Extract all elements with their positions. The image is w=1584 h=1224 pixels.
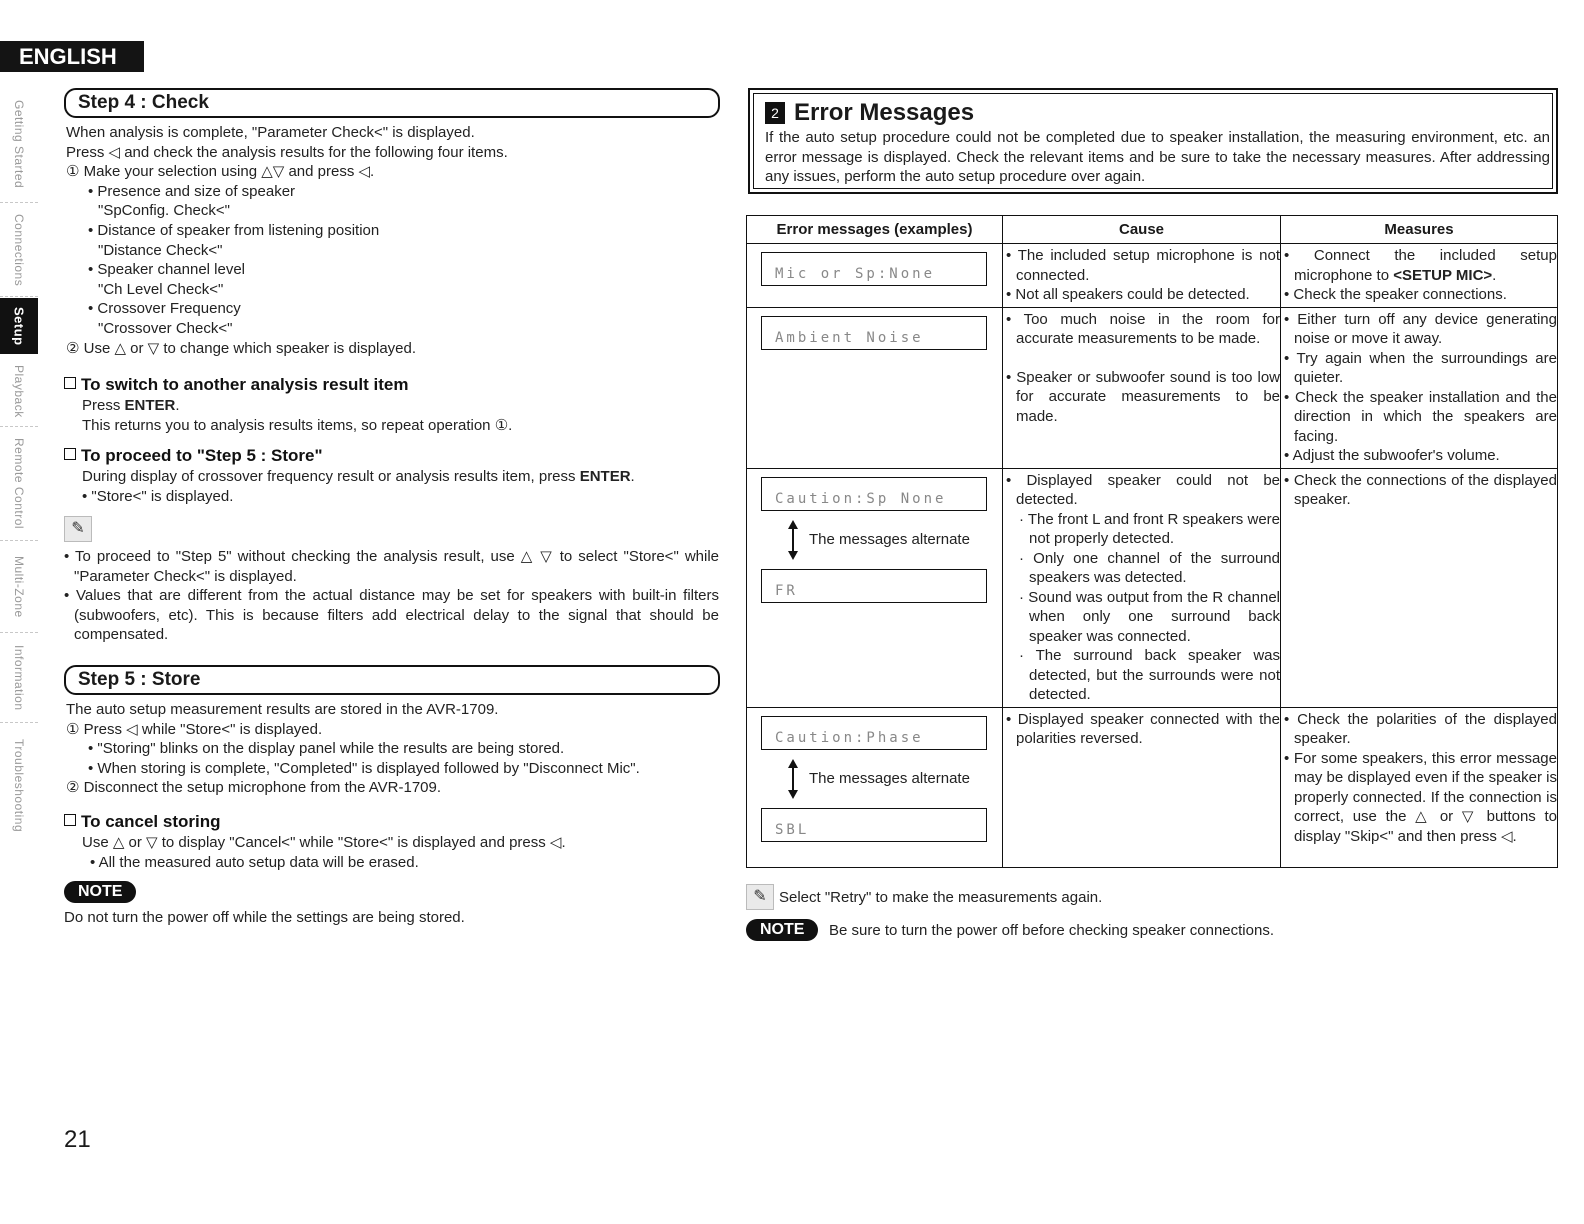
section-number: 2: [765, 102, 785, 124]
step5-body: [66, 700, 722, 798]
lcd-display: FR: [761, 569, 987, 603]
lcd-display: Mic or Sp:None: [761, 252, 987, 286]
side-nav-troubleshooting[interactable]: Troubleshooting: [12, 739, 26, 833]
side-nav-remote-control[interactable]: Remote Control: [0, 428, 38, 541]
memo-item: • To proceed to "Step 5" without checking the analysis result, use △ ▽ to select "Store<" while "Parameter Check<" is displayed.: [64, 548, 719, 585]
proceed-section: [64, 445, 720, 506]
memo-section: [64, 547, 719, 645]
memo-item: • Values that are different from the actual distance may be set for speakers with built-in filters (subwoofers, etc). This is because filters add electrical delay to the signal that should be compensated.: [64, 587, 719, 644]
measures-cell: • Connect the included setup microphone to <SETUP MIC>. • Check the speaker connections.: [1284, 247, 1557, 303]
step5-intro: The auto setup measurement results are stored in the AVR-1709.: [66, 701, 499, 718]
checkbox-icon: [64, 814, 76, 826]
column-header: Error messages (examples): [747, 216, 1003, 244]
cause-cell: • Displayed speaker could not be detected. · The front L and front R speakers were not properly detected. · Only one channel of the surround speakers was detected. · Sound was output from the R channel when only one surround back speaker was connected. · The surround back speaker was detected, but the surrounds were not detected.: [1006, 471, 1280, 703]
cancel-heading: To cancel storing: [64, 811, 720, 833]
lcd-display: Caution:Phase: [761, 716, 987, 750]
cancel-text: Use △ or ▽ to display "Cancel<" while "Store<" is displayed and press ◁.: [82, 834, 566, 851]
measures-cell: • Check the polarities of the displayed speaker. • For some speakers, this error message may be displayed even if the speaker is properly connected. If the connection is correct, use the △ or ▽ buttons to display "Skip<" and then press ◁.: [1284, 710, 1557, 845]
cause-cell: • The included setup microphone is not connected. • Not all speakers could be detected.: [1006, 247, 1280, 303]
column-header: Measures: [1281, 216, 1558, 244]
switch-text: This returns you to analysis results items, so repeat operation ①.: [82, 416, 513, 434]
side-nav: [0, 86, 40, 850]
double-arrow-icon: [787, 759, 799, 799]
cancel-bullet: • All the measured auto setup data will be erased.: [90, 853, 419, 871]
switch-heading: To switch to another analysis result item: [64, 374, 720, 396]
pencil-icon: ✎: [64, 516, 92, 542]
measures-cell: • Check the connections of the displayed speaker.: [1284, 471, 1557, 508]
cancel-section: [64, 811, 720, 872]
error-table: [746, 215, 1558, 868]
error-note-badge: NOTE: [746, 919, 818, 941]
proceed-bullet: • "Store<" is displayed.: [82, 487, 234, 505]
check-item-label: • Presence and size of speaker: [88, 182, 296, 200]
table-row: [747, 707, 1558, 867]
step5-item1: ① Press ◁ while "Store<" is displayed.: [66, 720, 323, 738]
step4-intro2: Press ◁ and check the analysis results for the following four items.: [66, 143, 508, 161]
proceed-text: During display of crossover frequency result or analysis results item, press ENTER.: [82, 468, 635, 485]
alternate-indicator: The messages alternate: [787, 520, 1002, 560]
step5-note-text: Do not turn the power off while the settings are being stored.: [64, 909, 465, 926]
step4-body: [66, 123, 722, 358]
side-nav-connections[interactable]: Connections: [0, 204, 38, 297]
language-tab: ENGLISH: [0, 41, 144, 72]
cause-cell: • Displayed speaker connected with the polarities reversed.: [1006, 710, 1280, 747]
step4-intro1: When analysis is complete, "Parameter Check<" is displayed.: [66, 124, 475, 141]
side-nav-setup[interactable]: Setup: [0, 298, 38, 354]
step5-bullet: • "Storing" blinks on the display panel while the results are being stored.: [88, 740, 565, 758]
lcd-display: Ambient Noise: [761, 316, 987, 350]
check-item-label: • Crossover Frequency: [88, 300, 241, 318]
cause-cell: • Too much noise in the room for accurate measurements to be made. • Speaker or subwoofer sound is too low for accurate measurements to be made.: [1006, 310, 1280, 425]
step5-note-badge: NOTE: [64, 881, 136, 903]
table-row: [747, 307, 1558, 468]
check-item-value: "Crossover Check<": [98, 319, 233, 337]
step5-heading: Step 5 : Store: [64, 665, 720, 695]
check-item-value: "Distance Check<": [98, 241, 223, 259]
proceed-heading: To proceed to "Step 5 : Store": [64, 445, 720, 467]
measures-cell: • Either turn off any device generating noise or move it away. • Try again when the surroundings are quieter. • Check the speaker installation and the direction in which the speakers are facing. • Adjust the subwoofer's volume.: [1284, 310, 1557, 464]
pencil-icon: ✎: [746, 884, 774, 910]
retry-memo-text: Select "Retry" to make the measurements again.: [779, 889, 1103, 906]
side-nav-getting-started[interactable]: Getting Started: [0, 86, 38, 203]
check-item-label: • Speaker channel level: [88, 261, 246, 279]
checkbox-icon: [64, 448, 76, 460]
lcd-display: Caution:Sp None: [761, 477, 987, 511]
step4-item2: ② Use △ or ▽ to change which speaker is displayed.: [66, 339, 417, 357]
table-row: [747, 244, 1558, 308]
lcd-display: SBL: [761, 808, 987, 842]
step4-item1: ① Make your selection using △▽ and press ◁.: [66, 163, 375, 181]
error-messages-intro: If the auto setup procedure could not be completed due to speaker installation, the measuring environment, etc. an error message is displayed. Check the relevant items and be sure to take the necessary measures. After addressing any issues, perform the auto setup procedure over again.: [765, 129, 1550, 186]
check-item-value: "Ch Level Check<": [98, 280, 224, 298]
switch-section: [64, 374, 720, 435]
checkbox-icon: [64, 377, 76, 389]
double-arrow-icon: [787, 520, 799, 560]
switch-press: Press ENTER.: [82, 397, 180, 414]
step4-heading: Step 4 : Check: [64, 88, 720, 118]
check-item-value: "SpConfig. Check<": [98, 202, 230, 220]
side-nav-playback[interactable]: Playback: [0, 356, 38, 427]
error-messages-box: [748, 88, 1558, 194]
step5-bullet: • When storing is complete, "Completed" is displayed followed by "Disconnect Mic".: [88, 759, 640, 777]
side-nav-information[interactable]: Information: [0, 634, 38, 723]
error-messages-title: 2 Error Messages: [765, 98, 974, 128]
table-row: [747, 468, 1558, 707]
side-nav-multi-zone[interactable]: Multi-Zone: [0, 542, 38, 633]
alternate-indicator: The messages alternate: [787, 759, 1002, 799]
step5-item2: ② Disconnect the setup microphone from the AVR-1709.: [66, 779, 442, 797]
error-note-text: Be sure to turn the power off before checking speaker connections.: [829, 922, 1274, 939]
check-item-label: • Distance of speaker from listening position: [88, 221, 380, 239]
page-number: 21: [64, 1126, 91, 1153]
column-header: Cause: [1003, 216, 1281, 244]
